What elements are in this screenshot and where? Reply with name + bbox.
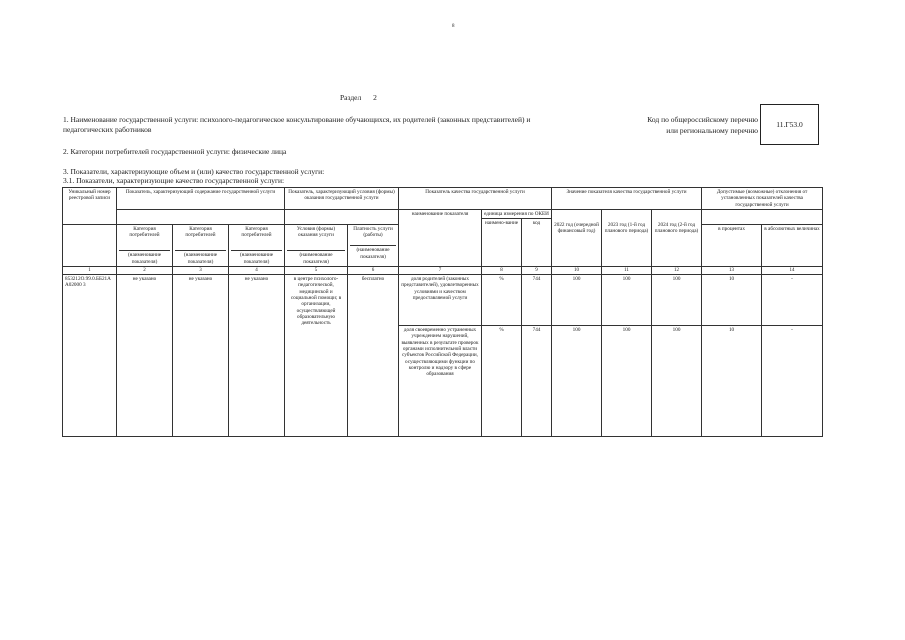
category-3-subtitle: (наименование показателя)	[231, 250, 282, 265]
header-category-1	[117, 224, 173, 266]
indicator-unit-code: 744	[522, 275, 552, 326]
section-label: Раздел	[340, 93, 362, 102]
header-quality-value: Значение показателя качества государственной услуги	[552, 188, 702, 210]
col-num: 13	[702, 267, 762, 275]
indicator-unit: %	[482, 275, 522, 326]
registry-code-label: Код по общероссийскому перечню или региональному перечню	[647, 115, 758, 135]
column-number-row	[63, 267, 823, 275]
header-year-3: 2024 год (2-й год планового периода)	[652, 209, 702, 266]
table-row	[63, 275, 823, 326]
quality-indicators-table	[62, 187, 823, 437]
service-name-line: 1. Наименование государственной услуги: психолого-педагогическое консультирование обучающихся, их родителей (законных представителей) и педагогических работников	[63, 115, 531, 134]
header-allowed-deviation: Допустимые (возможные) отклонения от установленных показателей качества государственной услуги	[702, 188, 823, 210]
col-num: 3	[173, 267, 229, 275]
consumer-category-line: 2. Категории потребителей государственной услуги: физические лица	[63, 147, 287, 156]
service-conditions: в центре психолого-педагогической, медицинской и социальной помощи; в организации, осуществляющей образовательную деятельность	[285, 275, 348, 437]
indicator-unit-code: 744	[522, 326, 552, 437]
col-num: 10	[552, 267, 602, 275]
indicator-deviation-percent: 10	[702, 326, 762, 437]
col-num: 1	[63, 267, 117, 275]
indicator-value-2024: 100	[652, 275, 702, 326]
header-conditions	[285, 224, 348, 266]
service-payment: бесплатно	[348, 275, 399, 437]
col-num: 2	[117, 267, 173, 275]
header-deviation-cells	[702, 209, 823, 224]
section-number: 2	[373, 93, 377, 102]
content-indicator-1: не указано	[117, 275, 173, 437]
header-content-cells	[117, 209, 285, 224]
content-indicator-2: не указано	[173, 275, 229, 437]
col-num: 14	[762, 267, 823, 275]
header-payment	[348, 224, 399, 266]
header-registry-number: Уникальный номер реестровой записи	[63, 188, 117, 225]
header-unit: единица измерения по ОКЕИ	[482, 209, 552, 218]
header-year-2: 2023 год (1-й год планового периода)	[602, 209, 652, 266]
indicator-name: доля своевременно устраненных учреждением нарушений, выявленных в результате проверок органами исполнительной власти субъектов Российской Федерации, осуществляющими функции по контролю и надзору в сфере образования	[399, 326, 482, 437]
indicator-unit: %	[482, 326, 522, 437]
registry-code-value: 11.Г53.0	[776, 120, 803, 129]
header-quality-indicator: Показатель качества государственной услуги	[399, 188, 552, 210]
indicator-deviation-absolute: -	[762, 275, 823, 326]
indicator-value-2024: 100	[652, 326, 702, 437]
indicators-heading: 3. Показатели, характеризующие объем и (или) качество государственной услуги:	[63, 167, 325, 176]
category-1-subtitle: (наименование показателя)	[119, 250, 170, 265]
col-num: 7	[399, 267, 482, 275]
indicator-value-2023: 100	[602, 275, 652, 326]
header-category-2	[173, 224, 229, 266]
quality-indicators-heading: 3.1. Показатели, характеризующие качество государственной услуги:	[63, 176, 285, 185]
col-num: 8	[482, 267, 522, 275]
col-num: 12	[652, 267, 702, 275]
header-content-indicator: Показатель, характеризующий содержание государственной услуги	[117, 188, 285, 210]
content-indicator-3: не указано	[229, 275, 285, 437]
header-year-1: 2022 год (очередной финансовый год)	[552, 209, 602, 266]
indicator-deviation-absolute: -	[762, 326, 823, 437]
category-1-label: Категория потребителей	[129, 225, 160, 239]
registry-code-cell: 853212О.99.0.ББ21АА02000 3	[63, 275, 117, 437]
indicator-value-2023: 100	[602, 326, 652, 437]
col-num: 6	[348, 267, 399, 275]
indicator-name: доля родителей (законных представителей), удовлетворенных условиями и качеством предоставляемой услуги	[399, 275, 482, 326]
payment-label: Платность услуги (работы)	[353, 225, 393, 239]
header-deviation-absolute: в абсолютных величинах	[762, 224, 823, 266]
conditions-subtitle: (наименование показателя)	[287, 250, 345, 265]
payment-subtitle: (наименование показателя)	[350, 245, 396, 260]
section-heading	[340, 93, 377, 102]
header-condition-indicator: Показатель, характеризующий условия (формы) оказания государственной услуги	[285, 188, 399, 210]
header-registry-blank	[63, 224, 117, 266]
indicator-value-2022: 100	[552, 275, 602, 326]
col-num: 4	[229, 267, 285, 275]
registry-code-box	[760, 104, 819, 145]
category-3-label: Категория потребителей	[241, 225, 272, 239]
header-unit-code: код	[522, 219, 552, 267]
header-category-3	[229, 224, 285, 266]
col-num: 5	[285, 267, 348, 275]
col-num: 9	[522, 267, 552, 275]
col-num: 11	[602, 267, 652, 275]
header-unit-name: наимено-вание	[482, 219, 522, 267]
page-number: 8	[452, 24, 455, 29]
indicator-deviation-percent: 10	[702, 275, 762, 326]
category-2-subtitle: (наименование показателя)	[175, 250, 226, 265]
header-indicator-name: наименование показателя	[399, 209, 482, 266]
header-condition-cells	[285, 209, 399, 224]
category-2-label: Категория потребителей	[185, 225, 216, 239]
indicator-value-2022: 100	[552, 326, 602, 437]
conditions-label: Условия (формы) оказания услуги	[296, 225, 336, 239]
header-deviation-percent: в процентах	[702, 224, 762, 266]
